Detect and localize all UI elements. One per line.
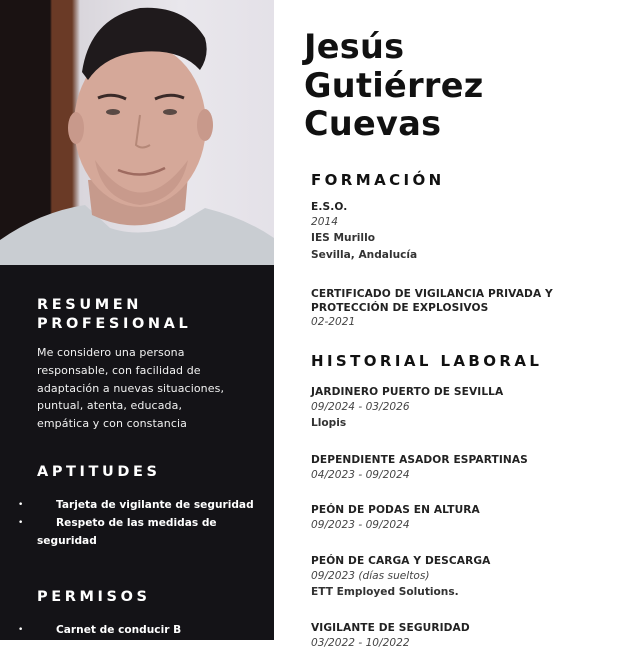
- education-location: Sevilla, Andalucía: [311, 248, 418, 261]
- job-entry: [311, 555, 631, 601]
- formacion-heading: FORMACIÓN: [311, 171, 445, 189]
- main-content: [304, 0, 640, 649]
- sidebar: [0, 0, 274, 654]
- sidebar-content: [37, 296, 262, 657]
- permisos-heading: PERMISOS: [37, 588, 151, 605]
- permiso-item: • Carnet de conducir B: [37, 621, 262, 639]
- surname-1: Gutiérrez: [304, 65, 484, 105]
- historial-heading: HISTORIAL LABORAL: [311, 352, 543, 370]
- job-date: 09/2024 - 03/2026: [311, 400, 410, 413]
- job-entry: [311, 454, 631, 483]
- job-title: DEPENDIENTE ASADOR ESPARTINAS: [311, 454, 528, 466]
- profile-photo: [0, 0, 274, 265]
- education-date: 02-2021: [311, 316, 356, 328]
- aptitude-item: • Respeto de las medidas de seguridad: [37, 514, 262, 550]
- aptitudes-list: [37, 496, 262, 550]
- summary-heading: RESUMEN PROFESIONAL: [37, 297, 192, 332]
- job-title: VIGILANTE DE SEGURIDAD: [311, 622, 470, 634]
- job-date: 09/2023 - 09/2024: [311, 518, 410, 531]
- education-title: PROTECCIÓN DE EXPLOSIVOS: [311, 301, 489, 314]
- job-entry: [311, 622, 631, 651]
- summary-text: Me considero una persona responsable, con facilidad de adaptación a nuevas situaciones, puntual, atenta, educada, empática y con constancia: [37, 346, 225, 431]
- aptitudes-heading: APTITUDES: [37, 463, 161, 480]
- full-name: [304, 28, 484, 144]
- job-title: PEÓN DE CARGA Y DESCARGA: [311, 555, 491, 567]
- aptitudes-section: [37, 463, 262, 550]
- permisos-list: [37, 621, 262, 657]
- job-entry: [311, 504, 631, 533]
- first-name: Jesús: [304, 27, 405, 66]
- job-title: PEÓN DE PODAS EN ALTURA: [311, 504, 480, 516]
- permiso-item: • Coche propio: [37, 639, 262, 657]
- job-company: ETT Employed Solutions.: [311, 585, 459, 598]
- aptitude-item: • Tarjeta de vigilante de seguridad: [37, 496, 262, 514]
- job-entry: [311, 386, 631, 432]
- permisos-section: [37, 588, 262, 657]
- job-date: 04/2023 - 09/2024: [311, 468, 410, 481]
- education-title: E.S.O.: [311, 201, 348, 213]
- job-company: Llopis: [311, 416, 347, 429]
- portrait-illustration: [0, 0, 274, 265]
- education-date: 2014: [311, 215, 338, 228]
- education-entry: [311, 288, 631, 330]
- education-title: CERTIFICADO DE VIGILANCIA PRIVADA Y: [311, 288, 553, 300]
- surname-2: Cuevas: [304, 104, 442, 143]
- job-date: 09/2023 (días sueltos): [311, 569, 430, 582]
- education-entry: [311, 201, 631, 264]
- education-school: IES Murillo: [311, 231, 375, 244]
- job-date: 03/2022 - 10/2022: [311, 636, 410, 649]
- job-title: JARDINERO PUERTO DE SEVILLA: [311, 386, 504, 398]
- summary-section: [37, 296, 262, 433]
